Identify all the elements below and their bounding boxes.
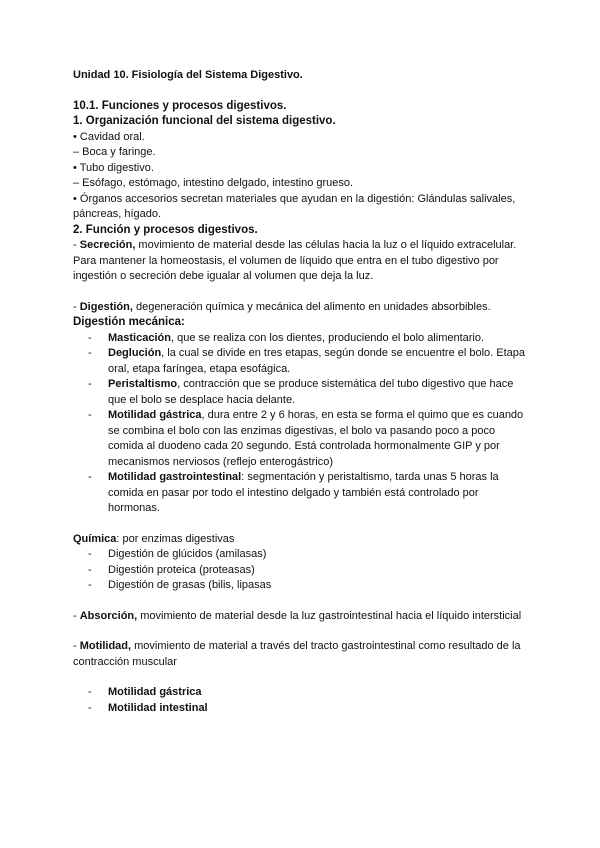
absorcion-prefix: - bbox=[73, 609, 80, 622]
spacer bbox=[73, 670, 533, 685]
secrecion-text: movimiento de material desde las células hacia la luz o el líquido extracelular. bbox=[135, 239, 517, 251]
item-term: Motilidad gástrica bbox=[108, 686, 202, 698]
list-item bbox=[73, 408, 533, 470]
list-item bbox=[73, 685, 533, 701]
digestion-paragraph bbox=[73, 300, 533, 316]
org-line: – Boca y faringe. bbox=[73, 146, 156, 158]
org-line: • Tubo digestivo. bbox=[73, 161, 154, 174]
spacer bbox=[73, 517, 533, 532]
item-text: : segmentación y peristaltismo, tarda unas 5 horas la comida en pasar por todo el intestino delgado y también está controlado por hormonas. bbox=[108, 471, 499, 514]
secrecion-prefix: - bbox=[73, 239, 80, 251]
item-term: Deglución bbox=[108, 347, 162, 359]
list-item bbox=[73, 701, 533, 717]
item-term: Masticación bbox=[108, 331, 171, 344]
list-dash: - bbox=[88, 347, 92, 359]
list-dash: - bbox=[88, 563, 92, 576]
quimica-paragraph bbox=[73, 532, 533, 548]
spacer bbox=[73, 624, 533, 639]
heading-organizacion: 1. Organización funcional del sistema digestivo. bbox=[73, 115, 336, 127]
item-text: , contracción que se produce sistemática del tubo digestivo que hace que el bolo se desplace hacia delante. bbox=[108, 378, 514, 406]
item-term: Motilidad gástrica bbox=[108, 409, 202, 421]
document-page bbox=[73, 68, 533, 716]
absorcion-term: Absorción, bbox=[79, 609, 138, 622]
digestion-term: Digestión, bbox=[79, 300, 133, 313]
item-term: Motilidad intestinal bbox=[108, 701, 208, 714]
list-item bbox=[73, 547, 533, 563]
mecanica-list bbox=[73, 331, 533, 517]
list-dash: - bbox=[88, 579, 92, 591]
list-dash: - bbox=[88, 701, 92, 714]
heading-digestion-mecanica: Digestión mecánica: bbox=[73, 316, 185, 328]
document-title: Unidad 10. Fisiología del Sistema Digestivo. bbox=[73, 69, 303, 81]
motilidad-list bbox=[73, 685, 533, 716]
digestion-prefix: - bbox=[73, 300, 80, 313]
item-text: Digestión de grasas (bilis, lipasas bbox=[108, 579, 272, 591]
item-text: , dura entre 2 y 6 horas, en esta se forma el quimo que es cuando se combina el bolo con las enzimas digestivas, el bolo va pasando poco a poco comida al duodeno cada 20 segundo. Está controlada hormonalmente GIP y por mecanismos nerviosos (reflejo enterogástrico) bbox=[108, 409, 524, 468]
list-dash: - bbox=[88, 331, 92, 344]
list-dash: - bbox=[88, 686, 92, 698]
list-item bbox=[73, 578, 533, 594]
heading-funcion: 2. Función y procesos digestivos. bbox=[73, 223, 258, 236]
motilidad-paragraph bbox=[73, 639, 533, 670]
item-term: Peristaltismo bbox=[108, 378, 178, 390]
quimica-text: : por enzimas digestivas bbox=[116, 532, 235, 545]
secrecion-paragraph bbox=[73, 238, 533, 254]
quimica-term: Química bbox=[73, 532, 117, 545]
section-heading-10-1: 10.1. Funciones y procesos digestivos. bbox=[73, 99, 287, 112]
item-text: Digestión proteica (proteasas) bbox=[108, 563, 255, 576]
secrecion-term: Secreción, bbox=[79, 239, 136, 251]
motilidad-prefix: - bbox=[73, 640, 80, 652]
absorcion-paragraph bbox=[73, 609, 533, 625]
list-dash: - bbox=[88, 409, 92, 421]
list-dash: - bbox=[88, 471, 92, 483]
org-line: • Órganos accesorios secretan materiales que ayudan en la digestión: Glándulas salivales, páncreas, hígado. bbox=[73, 192, 516, 220]
org-line: – Esófago, estómago, intestino delgado, intestino grueso. bbox=[73, 177, 354, 189]
list-dash: - bbox=[88, 548, 92, 560]
list-item bbox=[73, 331, 533, 347]
spacer bbox=[73, 285, 533, 300]
motilidad-term: Motilidad, bbox=[79, 640, 132, 652]
spacer bbox=[73, 594, 533, 609]
list-dash: - bbox=[88, 378, 92, 390]
list-item bbox=[73, 563, 533, 579]
secrecion-continuation: Para mantener la homeostasis, el volumen de líquido que entra en el tubo digestivo por ingestión o secreción debe igualar al volumen que deja la luz. bbox=[73, 254, 499, 282]
quimica-list bbox=[73, 547, 533, 594]
absorcion-text: movimiento de material desde la luz gastrointestinal hacia el líquido intersticial bbox=[137, 609, 522, 622]
item-text: , que se realiza con los dientes, produciendo el bolo alimentario. bbox=[170, 331, 485, 344]
item-text: , la cual se divide en tres etapas, según donde se encuentre el bolo. Etapa oral, etapa faríngea, etapa esofágica. bbox=[108, 347, 526, 375]
digestion-text: degeneración química y mecánica del alimento en unidades absorbibles. bbox=[132, 300, 491, 313]
list-item bbox=[73, 377, 533, 408]
item-text: Digestión de glúcidos (amilasas) bbox=[108, 548, 267, 560]
org-line: • Cavidad oral. bbox=[73, 130, 145, 143]
list-item bbox=[73, 346, 533, 377]
item-term: Motilidad gastrointestinal bbox=[108, 471, 242, 483]
list-item bbox=[73, 470, 533, 517]
motilidad-text: movimiento de material a través del tracto gastrointestinal como resultado de la contracción muscular bbox=[73, 640, 521, 668]
